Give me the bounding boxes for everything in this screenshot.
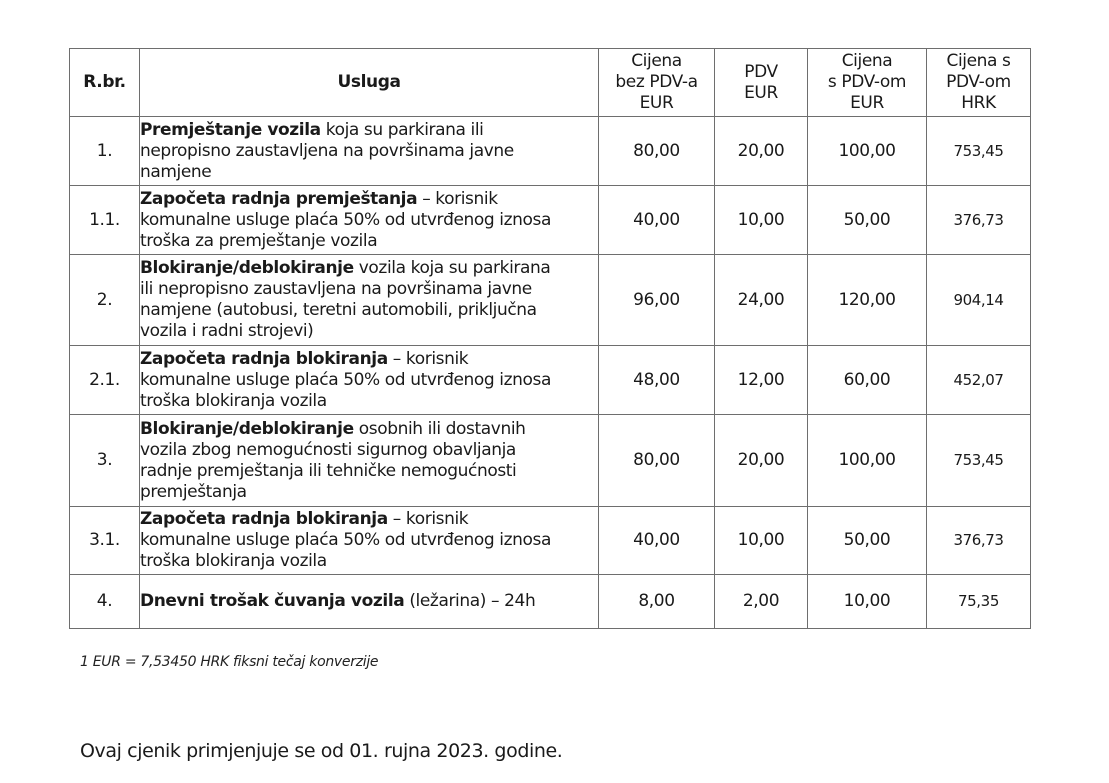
table-row — [70, 255, 1031, 346]
price-without-vat: 80,00 — [599, 117, 715, 186]
row-number: 3.1. — [70, 507, 140, 575]
service-description: Premještanje vozila koja su parkirana ili nepropisno zaustavljena na površinama javne namjene — [140, 117, 599, 186]
price-with-vat: 10,00 — [808, 575, 927, 629]
service-description: Dnevni trošak čuvanja vozila (ležarina) – 24h — [140, 575, 599, 629]
service-description: Blokiranje/deblokiranje vozila koja su parkirana ili nepropisno zaustavljena na površinama javne namjene (autobusi, teretni automobili, priključna vozila i radni strojevi) — [140, 255, 599, 346]
price-with-vat: 50,00 — [808, 186, 927, 255]
service-description: Započeta radnja premještanja – korisnik komunalne usluge plaća 50% od utvrđenog iznosa troška za premještanje vozila — [140, 186, 599, 255]
table-row — [70, 346, 1031, 415]
price-without-vat: 96,00 — [599, 255, 715, 346]
table-row — [70, 415, 1031, 507]
table-row — [70, 507, 1031, 575]
vat-amount: 12,00 — [715, 346, 808, 415]
price-hrk: 904,14 — [927, 255, 1031, 346]
table-row — [70, 117, 1031, 186]
service-description: Započeta radnja blokiranja – korisnik komunalne usluge plaća 50% od utvrđenog iznosa troška blokiranja vozila — [140, 507, 599, 575]
price-without-vat: 40,00 — [599, 186, 715, 255]
price-with-vat: 50,00 — [808, 507, 927, 575]
price-with-vat: 120,00 — [808, 255, 927, 346]
price-with-vat: 60,00 — [808, 346, 927, 415]
header-price-with-vat: Cijena s PDV-om EUR — [808, 49, 927, 117]
vat-amount: 2,00 — [715, 575, 808, 629]
price-hrk: 753,45 — [927, 117, 1031, 186]
header-price-without-vat: Cijena bez PDV-a EUR — [599, 49, 715, 117]
header-usluga: Usluga — [140, 49, 599, 117]
exchange-rate-footnote: 1 EUR = 7,53450 HRK fiksni tečaj konverzije — [80, 654, 379, 670]
vat-amount: 20,00 — [715, 415, 808, 507]
vat-amount: 10,00 — [715, 186, 808, 255]
price-without-vat: 40,00 — [599, 507, 715, 575]
vat-amount: 24,00 — [715, 255, 808, 346]
row-number: 2.1. — [70, 346, 140, 415]
price-without-vat: 8,00 — [599, 575, 715, 629]
table-header-row — [70, 49, 1031, 117]
price-hrk: 452,07 — [927, 346, 1031, 415]
price-without-vat: 80,00 — [599, 415, 715, 507]
price-hrk: 376,73 — [927, 186, 1031, 255]
price-without-vat: 48,00 — [599, 346, 715, 415]
header-vat: PDV EUR — [715, 49, 808, 117]
row-number: 1.1. — [70, 186, 140, 255]
vat-amount: 10,00 — [715, 507, 808, 575]
price-hrk: 753,45 — [927, 415, 1031, 507]
validity-statement: Ovaj cjenik primjenjuje se od 01. rujna 2023. godine. — [80, 740, 563, 762]
table-row — [70, 575, 1031, 629]
price-hrk: 376,73 — [927, 507, 1031, 575]
row-number: 4. — [70, 575, 140, 629]
price-hrk: 75,35 — [927, 575, 1031, 629]
row-number: 3. — [70, 415, 140, 507]
header-price-hrk: Cijena s PDV-om HRK — [927, 49, 1031, 117]
price-table — [69, 48, 1031, 629]
row-number: 1. — [70, 117, 140, 186]
service-description: Blokiranje/deblokiranje osobnih ili dostavnih vozila zbog nemogućnosti sigurnog obavljanja radnje premještanja ili tehničke nemogućnosti premještanja — [140, 415, 599, 507]
table-row — [70, 186, 1031, 255]
row-number: 2. — [70, 255, 140, 346]
price-with-vat: 100,00 — [808, 117, 927, 186]
header-rbr: R.br. — [70, 49, 140, 117]
price-with-vat: 100,00 — [808, 415, 927, 507]
service-description: Započeta radnja blokiranja – korisnik komunalne usluge plaća 50% od utvrđenog iznosa troška blokiranja vozila — [140, 346, 599, 415]
vat-amount: 20,00 — [715, 117, 808, 186]
